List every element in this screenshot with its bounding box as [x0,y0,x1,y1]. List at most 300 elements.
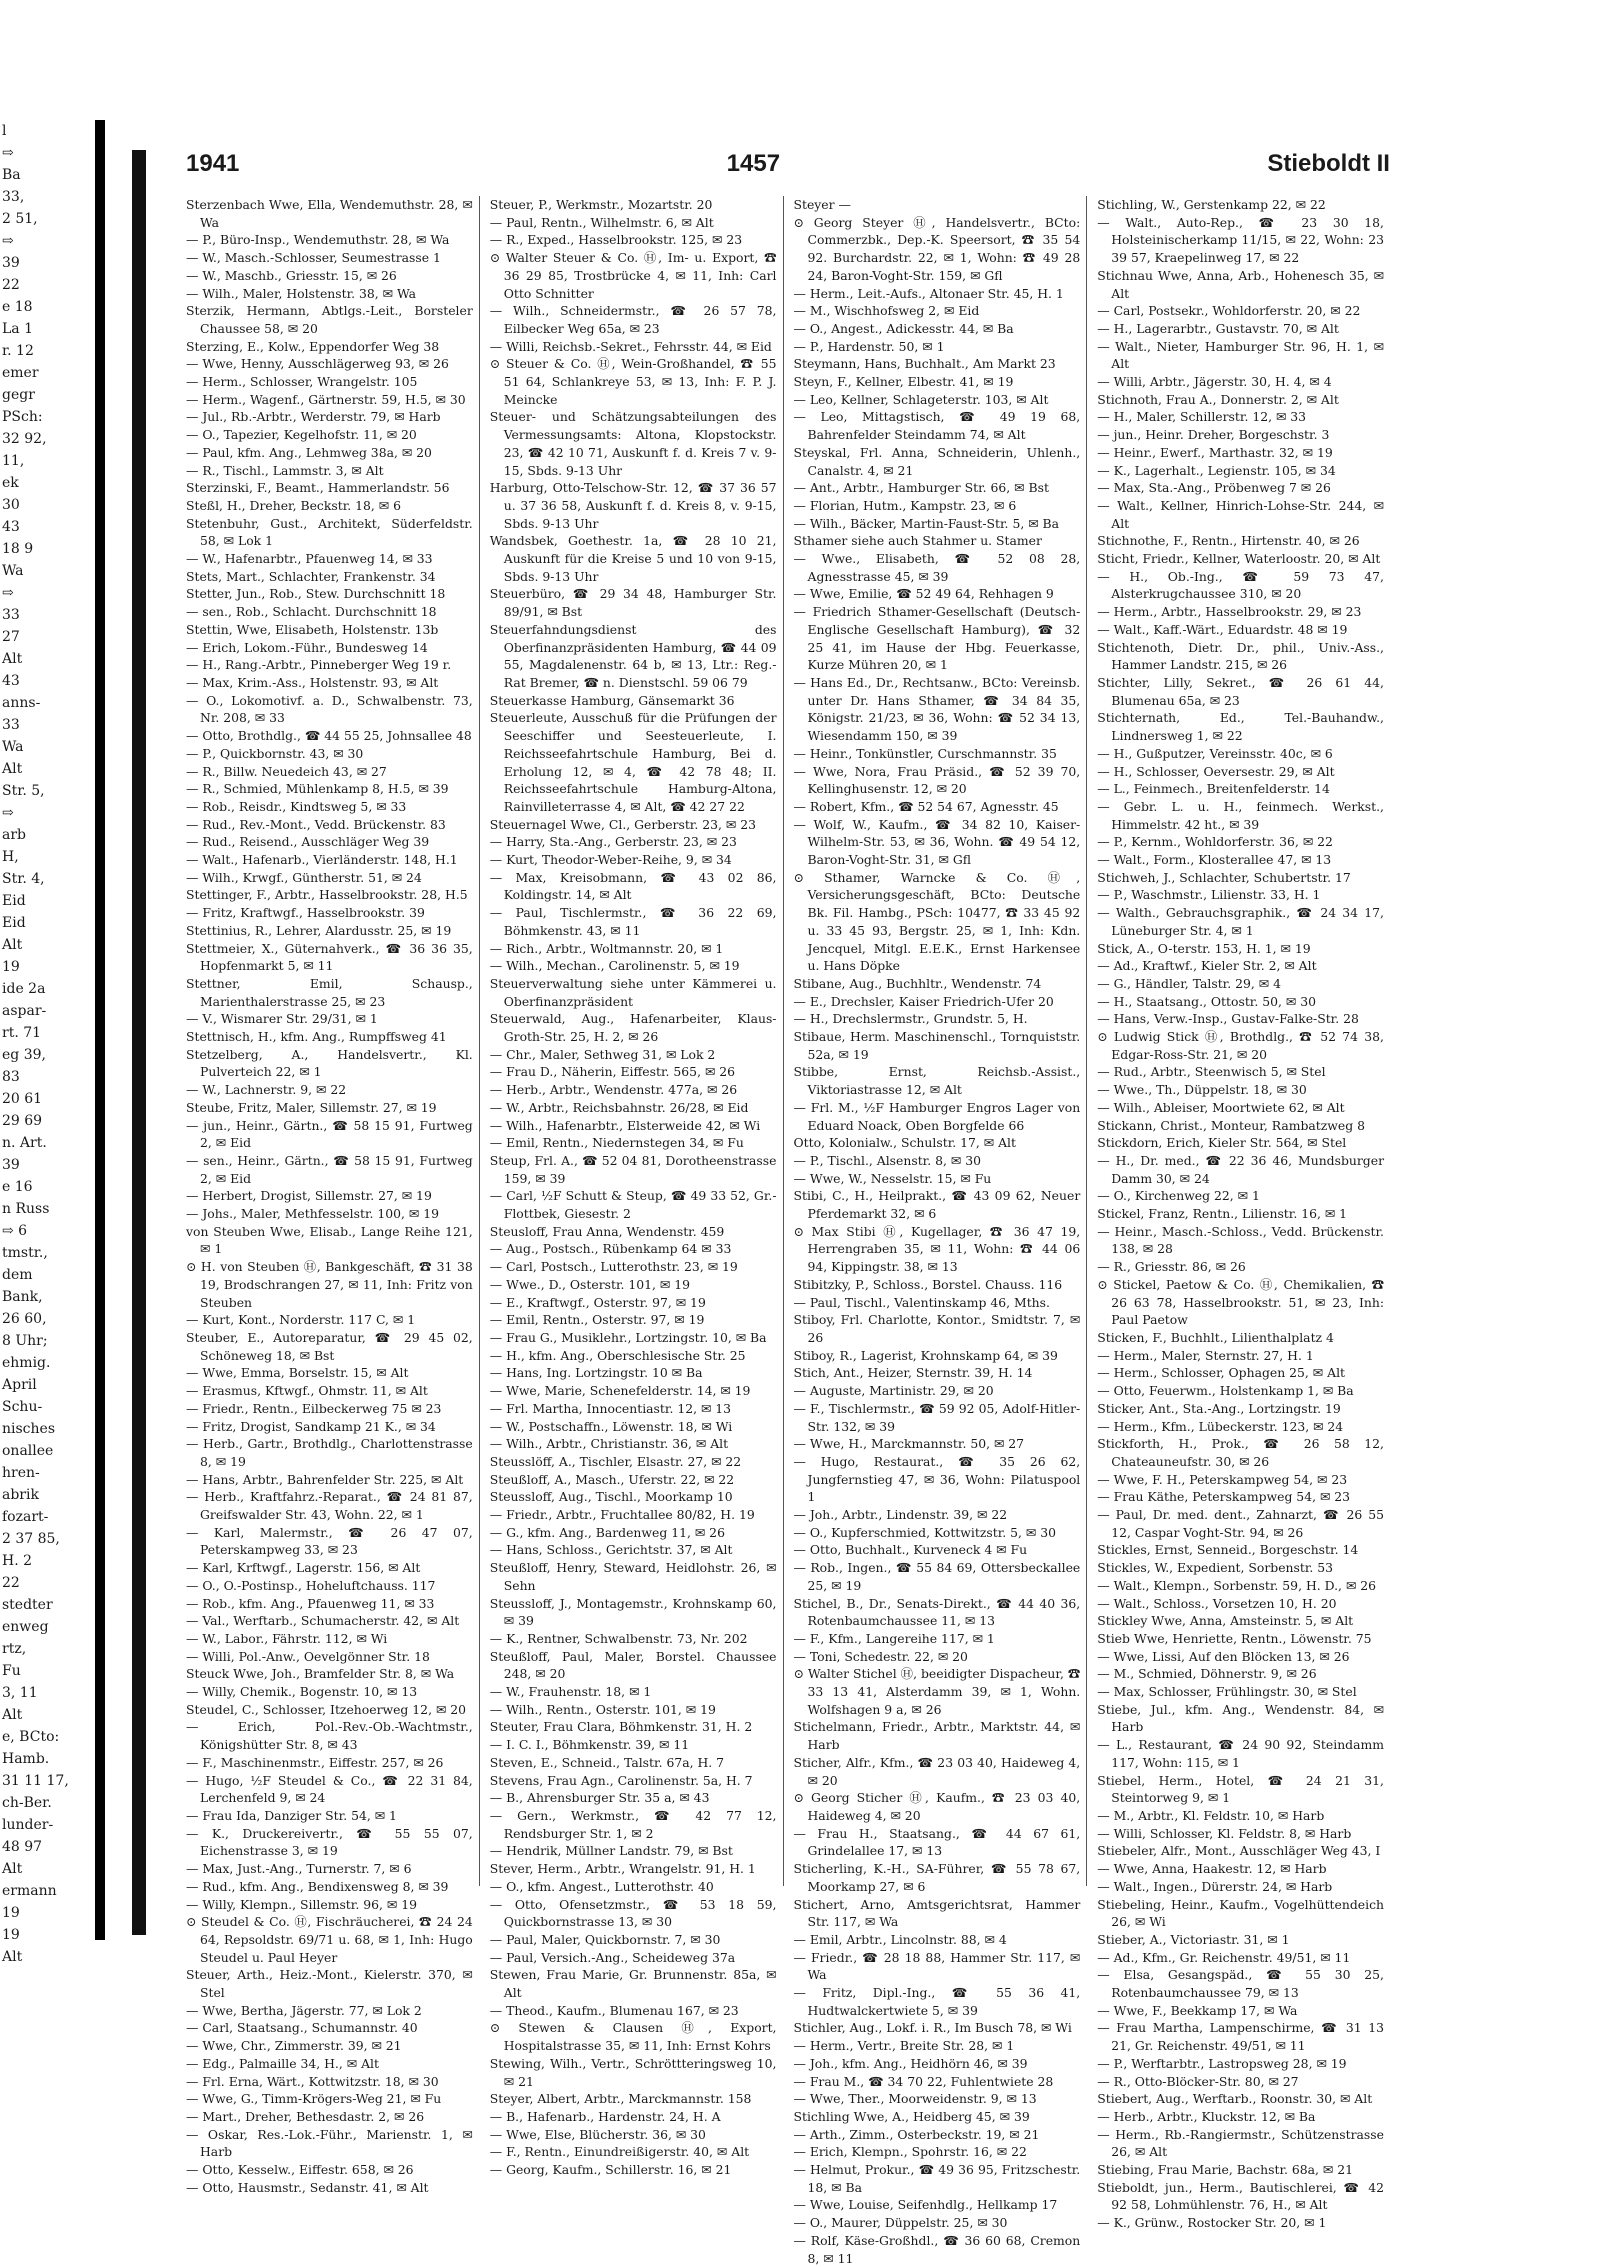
directory-entry: — P., Hardenstr. 50, ✉ 1 [793,338,945,354]
directory-entry: — Wilh., Rentn., Osterstr. 101, ✉ 19 [489,1701,716,1717]
directory-entry: — W., Arbtr., Reichsbahnstr. 26/28, ✉ Eid [489,1099,749,1115]
prev-page-fragment: rt. 71 [2,1025,42,1041]
directory-entry: — R., Griesstr. 86, ✉ 26 [1097,1259,1246,1275]
prev-page-fragment: ⇨ [2,585,14,601]
directory-entry: — K., Druckereivertr., ☎ 55 55 07, Eichenstrasse 3, ✉ 19 [186,1825,473,1859]
directory-entry: — Wwe, Chr., Zimmerstr. 39, ✉ 21 [186,2038,402,2054]
directory-entry: — Emil, Arbtr., Lincolnstr. 88, ✉ 4 [793,1931,1007,1947]
directory-entry: Stibbe, Ernst, Reichsb.-Assist., Viktoriastrasse 12, ✉ Alt [793,1064,1081,1098]
directory-entry: — sen., Heinr., Gärtn., ☎ 58 15 91, Furtweg 2, ✉ Eid [186,1152,473,1186]
prev-page-fragment: n. Art. [2,1135,47,1151]
directory-entry: Wandsbek, Goethestr. 1a, ☎ 28 10 21, Auskunft für die Kreise 5 und 10 von 9-15, Sbds. 9-13 Uhr [489,533,777,584]
directory-entry: — Wwe, Nora, Frau Präsid., ☎ 52 39 70, Kellinghusenstr. 12, ✉ 20 [793,763,1081,797]
directory-entry: Stiebing, Frau Marie, Bachstr. 68a, ✉ 21 [1097,2162,1353,2178]
directory-entry: — Harry, Sta.-Ang., Gerberstr. 23, ✉ 23 [489,834,737,850]
directory-entry: — Willi, Reichsb.-Sekret., Fehrsstr. 44, ✉ Eid [489,338,772,354]
directory-entry: Stichert, Arno, Amtsgerichtsrat, Hammer Str. 117, ✉ Wa [793,1896,1081,1930]
prev-page-fragment: emer [2,365,39,381]
directory-entry: — O., Tapezier, Kegelhofstr. 11, ✉ 20 [186,427,417,443]
directory-entry: — Wwe, H., Marckmannstr. 50, ✉ 27 [793,1436,1025,1452]
prev-page-fragment: eg 39, [2,1047,46,1063]
directory-entry: — Walt., Schloss., Vorsetzen 10, H. 20 [1097,1595,1337,1611]
directory-entry: — Kurt, Theodor-Weber-Reihe, 9, ✉ 34 [489,852,732,868]
directory-entry: — Rud., Reisend., Ausschläger Weg 39 [186,834,430,850]
prev-page-fragment: Ba [2,167,21,183]
directory-entry: — Fritz, Kraftwgf., Hasselbrookstr. 39 [186,905,425,921]
directory-entry: — Frl. Erna, Wärt., Kottwitzstr. 18, ✉ 30 [186,2073,439,2089]
directory-entry: — Ant., Arbtr., Hamburger Str. 66, ✉ Bst [793,480,1049,496]
directory-entry: — O., kfm. Angest., Lutterothstr. 40 [489,1878,714,1894]
directory-entry: Steuerleute, Ausschuß für die Prüfungen der Seeschiffer und Seesteuerleute, I. Reichsseefahrtschule Hamburg, Bei d. Erholung 12, ✉ 4, ☎ 42 78 48; II. Reichsseefahrtschule Hamburg-Altona, Rainvilleterrasse 4, ✉ Alt, ☎ 42 27 22 [489,710,777,814]
directory-entry: — Wwe, Louise, Seifenhdlg., Hellkamp 17 [793,2197,1058,2213]
directory-entry: Steven, E., Schneid., Talstr. 67a, H. 7 [489,1754,725,1770]
directory-entry: — Hans Ed., Dr., Rechtsanw., BCto: Vereinsb. unter Dr. Hans Sthamer, ☎ 34 84 35, Königstr. 21/23, ✉ 36, Wohn: ☎ 52 34 13, Wiesendamm 150, ✉ 39 [793,674,1081,744]
directory-entry: — Frau Ida, Danziger Str. 54, ✉ 1 [186,1807,397,1823]
directory-entry: — H., Staatsang., Ottostr. 50, ✉ 30 [1097,993,1316,1009]
directory-entry: — Johs., Maler, Methfesselstr. 100, ✉ 19 [186,1206,440,1222]
prev-page-fragment: 3, 11 [2,1685,38,1701]
directory-entry: — Herm., Vertr., Breite Str. 28, ✉ 1 [793,2038,1015,2054]
directory-entry: — P., Quickbornstr. 43, ✉ 30 [186,745,364,761]
directory-entry: — Herb., Arbtr., Kluckstr. 12, ✉ Ba [1097,2108,1316,2124]
column-2 [489,196,784,2178]
directory-entry: Stichling, W., Gerstenkamp 22, ✉ 22 [1097,197,1326,212]
directory-entry: — Toni, Schedestr. 22, ✉ 20 [793,1648,968,1664]
directory-entry: Stiebeling, Heinr., Kaufm., Vogelhüttendeich 26, ✉ Wi [1097,1896,1384,1930]
directory-entry: — Wwe, Emilie, ☎ 52 49 64, Rehhagen 9 [793,586,1054,602]
directory-entry: Stewing, Wilh., Vertr., Schröttteringsweg 10, ✉ 21 [489,2055,777,2089]
directory-entry: — Willi, Pol.-Anw., Oevelgönner Str. 18 [186,1648,430,1664]
directory-entry: — V., Wismarer Str. 29/31, ✉ 1 [186,1011,378,1027]
directory-entry: Stettmeier, X., Güternahverk., ☎ 36 36 35, Hopfenmarkt 5, ✉ 11 [186,940,473,974]
prev-page-fragment: 43 [2,519,20,535]
directory-entry: Stiboy, R., Lagerist, Krohnskamp 64, ✉ 39 [793,1347,1058,1363]
entry-columns [186,196,1390,2266]
directory-entry: — M., Schmied, Döhnerstr. 9, ✉ 26 [1097,1666,1317,1682]
directory-entry: — Erich, Klempn., Spohrstr. 16, ✉ 22 [793,2144,1027,2160]
directory-entry: Stichler, Aug., Lokf. i. R., Im Busch 78, ✉ Wi [793,2020,1072,2036]
directory-entry: Steuck Wwe, Joh., Bramfelder Str. 8, ✉ Wa [186,1666,455,1682]
prev-page-fragment: 22 [2,1575,20,1591]
directory-entry: Stickann, Christ., Monteur, Rambatzweg 8 [1097,1117,1365,1133]
directory-entry: — Herm., Arbtr., Hasselbrookstr. 29, ✉ 23 [1097,604,1362,620]
directory-entry: — W., Lachnerstr. 9, ✉ 22 [186,1082,347,1098]
directory-entry: — Herb., Gartr., Brothdlg., Charlottenstrasse 8, ✉ 19 [186,1436,473,1469]
directory-entry: ⊙ H. von Steuben Ⓗ, Bankgeschäft, ☎ 31 38 19, Brodschrangen 27, ✉ 11, Inh: Fritz von Steuben [186,1259,473,1310]
directory-entry: — Helmut, Prokur., ☎ 49 36 95, Fritzschestr. 18, ✉ Ba [793,2162,1081,2195]
directory-entry: Stettnisch, H., kfm. Ang., Rumpffsweg 41 [186,1029,447,1045]
directory-entry: — Friedr., ☎ 28 18 88, Hammer Str. 117, ✉ Wa [793,1949,1081,1983]
directory-entry: — F., Rentn., Einundreißigerstr. 40, ✉ Alt [489,2144,750,2160]
directory-entry: — Herm., Schlosser, Wrangelstr. 105 [186,374,418,390]
directory-entry: — Herm., Rb.-Rangiermstr., Schützenstrasse 26, ✉ Alt [1097,2126,1384,2160]
directory-entry: — Paul, Versich.-Ang., Scheideweg 37a [489,1949,736,1965]
directory-entry: — Otto, Feuerwm., Holstenkamp 1, ✉ Ba [1097,1383,1354,1399]
prev-page-fragment: ermann [2,1883,57,1899]
directory-entry: ⊙ Steudel & Co. Ⓗ, Fischräucherei, ☎ 24 24 64, Repsoldstr. 69/71 u. 68, ✉ 1, Inh: Hugo Steudel u. Paul Heyer [186,1914,473,1965]
directory-entry: — W., Postschaffn., Löwenstr. 18, ✉ Wi [489,1418,733,1434]
prev-page-fragment: 39 [2,255,20,271]
directory-entry: ⊙ Stewen & Clausen Ⓗ, Export, Hospitalstrasse 35, ✉ 11, Inh: Ernst Kohrs [489,2020,777,2054]
prev-page-fragment: Alt [2,1707,23,1723]
directory-entry: — P., Tischl., Alsenstr. 8, ✉ 30 [793,1152,981,1168]
prev-page-fragment: Wa [2,739,24,755]
directory-entry: Stichling Wwe, A., Heidberg 45, ✉ 39 [793,2108,1030,2124]
directory-entry: — Walt., Kellner, Hinrich-Lohse-Str. 244, ✉ Alt [1097,497,1384,531]
directory-entry: — Paul, Maler, Quickbornstr. 7, ✉ 30 [489,1931,721,1947]
directory-entry: Steuerfahndungsdienst des Oberfinanzpräsidenten Hamburg, ☎ 44 09 55, Magdalenenstr. 64 b, ✉ 13, Ltr.: Reg.-Rat Bremer, ☎ n. Dienstschl. 59 06 79 [489,621,777,690]
directory-entry: ⊙ Stickel, Paetow & Co. Ⓗ, Chemikalien, ☎ 26 63 78, Hasselbrookstr. 51, ✉ 23, Inh: Paul Paetow [1097,1276,1384,1328]
directory-entry: Sthamer siehe auch Stahmer u. Stamer [793,533,1042,549]
directory-entry: — Erich, Lokom.-Führ., Bundesweg 14 [186,639,428,655]
directory-entry: — Carl, ½F Schutt & Steup, ☎ 49 33 52, Gr.-Flottbek, Giesestr. 2 [489,1188,777,1222]
directory-entry: — Arth., Zimm., Osterbeckstr. 19, ✉ 21 [793,2126,1040,2142]
directory-entry: Otto, Kolonialw., Schulstr. 17, ✉ Alt [793,1135,1016,1151]
directory-entry: — H., Drechslermstr., Grundstr. 5, H. [793,1011,1028,1027]
directory-entry: — L., Feinmech., Breitenfelderstr. 14 [1097,781,1330,797]
directory-entry: Stichtenoth, Dietr. Dr., phil., Univ.-Ass., Hammer Landstr. 215, ✉ 26 [1097,639,1384,673]
directory-entry: ⊙ Max Stibi Ⓗ, Kugellager, ☎ 36 47 19, Herrengraben 35, ✉ 11, Wohn: ☎ 44 06 94, Kippingstr. 38, ✉ 13 [793,1223,1081,1275]
directory-entry: Sticher, Alfr., Kfm., ☎ 23 03 40, Haideweg 4, ✉ 20 [793,1754,1081,1788]
directory-entry: — Max, Kreisobmann, ☎ 43 02 86, Koldingstr. 14, ✉ Alt [489,869,777,903]
directory-entry: — Willy, Chemik., Bogenstr. 10, ✉ 13 [186,1684,418,1700]
prev-page-fragment: 29 69 [2,1113,43,1129]
prev-page-fragment: 2 51, [2,211,38,227]
prev-page-fragment: onallee [2,1443,54,1459]
prev-page-fragment: ⇨ 6 [2,1223,28,1239]
directory-entry: Harburg, Otto-Telschow-Str. 12, ☎ 37 36 57 u. 37 36 58, Auskunft f. d. Kreis 8, v. 9-15, Sbds. 9-13 Uhr [489,480,777,531]
prev-page-fragment: ek [2,475,19,491]
directory-entry: — Hugo, ½F Steudel & Co., ☎ 22 31 84, Lerchenfeld 9, ✉ 24 [186,1772,473,1806]
directory-entry: — Chr., Maler, Sethweg 31, ✉ Lok 2 [489,1046,716,1062]
prev-page-fragment: e 18 [2,299,33,315]
directory-entry: — I. C. I., Böhmkenstr. 39, ✉ 11 [489,1737,690,1753]
prev-page-fragment: dem [2,1267,33,1283]
prev-page-fragment: anns- [2,695,41,711]
prev-page-fragment: H, [2,849,19,865]
directory-entry: — Frau M., ☎ 34 70 22, Fuhlentwiete 28 [793,2073,1054,2089]
directory-entry: — Willi, Schlosser, Kl. Feldstr. 8, ✉ Harb [1097,1825,1352,1841]
directory-entry: — jun., Heinr. Dreher, Borgeschstr. 3 [1097,427,1330,443]
prev-page-fragment: 33 [2,607,20,623]
directory-entry: Stich, Ant., Heizer, Sternstr. 39, H. 14 [793,1365,1033,1381]
directory-entry: — K., Lagerhalt., Legienstr. 105, ✉ 34 [1097,462,1336,478]
directory-entry: — Hans, Arbtr., Bahrenfelder Str. 225, ✉ Alt [186,1471,464,1487]
directory-entry: — P., Kernm., Wohldorferstr. 36, ✉ 22 [1097,834,1333,850]
directory-entry: — G., kfm. Ang., Bardenweg 11, ✉ 26 [489,1524,725,1540]
directory-entry: — Aug., Postsch., Rübenkamp 64 ✉ 33 [489,1241,732,1257]
directory-entry: Sticken, F., Buchhlt., Lilienthalplatz 4 [1097,1330,1334,1345]
directory-entry: Stibane, Aug., Buchhltr., Wendenstr. 74 [793,975,1042,991]
directory-entry: — Otto, Brothdlg., ☎ 44 55 25, Johnsallee 48 [186,728,472,744]
directory-entry: Stettner, Emil, Schausp., Marienthalerstrasse 25, ✉ 23 [186,975,473,1009]
directory-entry: — Wwe, Emma, Borselstr. 15, ✉ Alt [186,1365,409,1381]
directory-entry: — Wilh., Mechan., Carolinenstr. 5, ✉ 19 [489,958,740,974]
directory-entry: — Val., Werftarb., Schumacherstr. 42, ✉ Alt [186,1613,460,1629]
directory-entry: von Steuben Wwe, Elisab., Lange Reihe 121, ✉ 1 [186,1223,473,1257]
prev-page-fragment: e 16 [2,1179,33,1195]
prev-page-fragment: Alt [2,761,23,777]
directory-entry: — Wwe, F., Beekkamp 17, ✉ Wa [1097,2002,1298,2018]
directory-entry: Steußloff, Paul, Maler, Borstel. Chaussee 248, ✉ 20 [489,1648,777,1682]
directory-entry: — Heinr., Ewerf., Marthastr. 32, ✉ 19 [1097,444,1333,460]
directory-entry: Sterzenbach Wwe, Ella, Wendemuthstr. 28, ✉ Wa [186,197,473,230]
prev-page-fragment: 43 [2,673,20,689]
directory-entry: — Hendrik, Müllner Landstr. 79, ✉ Bst [489,1843,733,1859]
directory-entry: — Joh., kfm. Ang., Heidhörn 46, ✉ 39 [793,2055,1028,2071]
directory-entry: — L., Restaurant, ☎ 24 90 92, Steindamm 117, Wohn: 115, ✉ 1 [1097,1737,1384,1770]
prev-page-fragment: 11, [2,453,25,469]
directory-entry: — Herm., Kfm., Lübeckerstr. 123, ✉ 24 [1097,1418,1344,1434]
directory-entry: — M., Arbtr., Kl. Feldstr. 10, ✉ Harb [1097,1807,1325,1823]
directory-entry: — Fritz, Dipl.-Ing., ☎ 55 36 41, Hudtwalckertwiete 5, ✉ 39 [793,1985,1081,2018]
prev-page-fragment: gegr [2,387,35,403]
directory-entry: Stetter, Jun., Rob., Stew. Durchschnitt 18 [186,586,446,602]
directory-entry: — Max, Just.-Ang., Turnerstr. 7, ✉ 6 [186,1861,412,1877]
directory-entry: — Walt., Hafenarb., Vierländerstr. 148, H.1 [186,852,458,868]
page-number: 1457 [726,150,781,177]
directory-entry: Stetenbuhr, Gust., Architekt, Süderfeldstr. 58, ✉ Lok 1 [186,515,473,549]
prev-page-fragment: April [2,1377,37,1393]
prev-page-fragment: hren- [2,1465,40,1481]
directory-entry: Stichel, B., Dr., Senats-Direkt., ☎ 44 40 36, Rotenbaumchaussee 11, ✉ 13 [793,1595,1081,1629]
directory-entry: — jun., Heinr., Gärtn., ☎ 58 15 91, Furtweg 2, ✉ Eid [186,1117,473,1151]
directory-entry: — Rob., kfm. Ang., Pfauenweg 11, ✉ 33 [186,1595,435,1611]
directory-entry: Sterzing, E., Kolw., Eppendorfer Weg 38 [186,338,440,354]
directory-entry: — Hans, Verw.-Insp., Gustav-Falke-Str. 28 [1097,1011,1359,1027]
directory-entry: — Mart., Dreher, Bethesdastr. 2, ✉ 26 [186,2108,425,2124]
directory-entry: — Wwe, W., Nesselstr. 15, ✉ Fu [793,1170,992,1186]
directory-entry: ⊙ Steuer & Co. Ⓗ, Wein-Großhandel, ☎ 55 51 64, Schlankreye 53, ✉ 13, Inh: F. P. J. Meincke [489,356,777,407]
directory-entry: — Wwe, Lissi, Auf den Blöcken 13, ✉ 26 [1097,1648,1350,1664]
directory-entry: — Wwe., D., Osterstr. 101, ✉ 19 [489,1276,691,1292]
directory-entry: Steymann, Hans, Buchhalt., Am Markt 23 [793,356,1056,372]
prev-page-fragment: 18 9 [2,541,34,557]
directory-entry: — Karl, Malermstr., ☎ 26 47 07, Peterskampweg 33, ✉ 23 [186,1524,473,1558]
directory-entry: — Herb., Arbtr., Wendenstr. 477a, ✉ 26 [489,1082,738,1098]
directory-entry: Steuer, P., Werkmstr., Mozartstr. 20 [489,197,713,212]
directory-entry: — Herm., Schlosser, Ophagen 25, ✉ Alt [1097,1365,1346,1381]
prev-page-fragment: Eid [2,893,26,909]
directory-entry: — Erasmus, Kftwgf., Ohmstr. 11, ✉ Alt [186,1383,428,1399]
directory-entry: Stevens, Frau Agn., Carolinenstr. 5a, H. 7 [489,1772,753,1788]
directory-entry: — Gebr. L. u. H., feinmech. Werkst., Himmelstr. 42 ht., ✉ 39 [1097,798,1384,832]
directory-entry: — P., Büro-Insp., Wendemuthstr. 28, ✉ Wa [186,232,450,248]
directory-entry: Steuerwald, Aug., Hafenarbeiter, Klaus-Groth-Str. 25, H. 2, ✉ 26 [489,1011,777,1045]
directory-entry: Sticherling, K.-H., SA-Führer, ☎ 55 78 67, Moorkamp 27, ✉ 6 [793,1861,1081,1894]
directory-entry: Steyskal, Frl. Anna, Schneiderin, Uhlenh., Canalstr. 4, ✉ 21 [793,444,1081,478]
directory-entry: — Emil, Rentn., Niedernstegen 34, ✉ Fu [489,1135,744,1151]
directory-entry: Steuber, E., Autoreparatur, ☎ 29 45 02, Schöneweg 18, ✉ Bst [186,1330,473,1363]
directory-entry: Steup, Frl. A., ☎ 52 04 81, Dorotheenstrasse 159, ✉ 39 [489,1152,777,1186]
prev-page-fragment: 32 92, [2,431,47,447]
directory-entry: — Emil, Rentn., Osterstr. 97, ✉ 19 [489,1312,705,1328]
directory-entry: — Paul, kfm. Ang., Lehmweg 38a, ✉ 20 [186,444,432,460]
directory-entry: — Wilh., Krwgf., Güntherstr. 51, ✉ 24 [186,869,422,885]
directory-entry: — B., Ahrensburger Str. 35 a, ✉ 43 [489,1790,710,1806]
prev-page-fragment: ⇨ [2,233,14,249]
directory-entry: — H., kfm. Ang., Oberschlesische Str. 25 [489,1347,746,1363]
directory-entry: Steussloff, Aug., Tischl., Moorkamp 10 [489,1489,733,1505]
directory-entry: — Herb., Kraftfahrz.-Reparat., ☎ 24 81 87, Greifswalder Str. 43, Wohn. 22, ✉ 1 [186,1489,473,1523]
directory-entry: Stichweh, J., Schlachter, Schubertstr. 17 [1097,869,1351,885]
prev-page-fragment: Wa [2,563,24,579]
directory-entry: — K., Grünw., Rostocker Str. 20, ✉ 1 [1097,2215,1327,2231]
prev-page-fragment: rtz, [2,1641,27,1657]
directory-entry: — Paul, Rentn., Wilhelmstr. 6, ✉ Alt [489,214,714,230]
prev-page-fragment: 19 [2,959,20,975]
prev-page-fragment: Str. 4, [2,871,45,887]
directory-entry: — Wolf, W., Kaufm., ☎ 34 82 10, Kaiser-Wilhelm-Str. 53, ✉ 36, Wohn. ☎ 49 54 12, Baron-Voght-Str. 31, ✉ Gfl [793,816,1081,868]
prev-page-fragment: nisches [2,1421,56,1437]
directory-entry: — Theod., Kaufm., Blumenau 167, ✉ 23 [489,2002,739,2018]
directory-entry: Stever, Herm., Arbtr., Wrangelstr. 91, H. 1 [489,1861,756,1877]
directory-entry: Stibaue, Herm. Maschinenschl., Tornquiststr. 52a, ✉ 19 [793,1029,1081,1062]
directory-entry: Steusslöff, A., Tischler, Elsastr. 27, ✉ 22 [489,1453,742,1469]
directory-entry: — Karl, Krftwgf., Lagerstr. 156, ✉ Alt [186,1560,421,1576]
directory-entry: Stettinius, R., Lehrer, Alardusstr. 25, ✉ 19 [186,922,452,938]
directory-entry: — Friedr., Rentn., Eilbeckerweg 75 ✉ 23 [186,1400,442,1416]
directory-entry: — Willi, Arbtr., Jägerstr. 30, H. 4, ✉ 4 [1097,374,1332,390]
directory-entry: — Frau D., Näherin, Eiffestr. 565, ✉ 26 [489,1064,736,1080]
directory-entry: Stichnoth, Frau A., Donnerstr. 2, ✉ Alt [1097,391,1339,407]
directory-entry: — Kurt, Kont., Norderstr. 117 C, ✉ 1 [186,1312,416,1328]
directory-entry: — Wwe, Marie, Schenefelderstr. 14, ✉ 19 [489,1383,751,1399]
prev-page-fragment: ⇨ [2,805,14,821]
directory-entry: — Hugo, Restaurat., ☎ 35 26 62, Jungfernstieg 47, ✉ 36, Wohn: Pilatuspool 1 [793,1453,1081,1505]
prev-page-fragment: Fu [2,1663,21,1679]
directory-entry: ⊙ Ludwig Stick Ⓗ, Brothdlg., ☎ 52 74 38, Edgar-Ross-Str. 21, ✉ 20 [1097,1029,1384,1062]
directory-entry: — Frau H., Staatsang., ☎ 44 67 61, Grindelallee 17, ✉ 13 [793,1825,1081,1859]
directory-entry: — E., Drechsler, Kaiser Friedrich-Ufer 20 [793,993,1054,1009]
directory-entry: — Wwe, Anna, Haakestr. 12, ✉ Harb [1097,1861,1327,1877]
directory-entry: — Wwe, Bertha, Jägerstr. 77, ✉ Lok 2 [186,2002,422,2018]
directory-entry: Stieber, A., Victoriastr. 31, ✉ 1 [1097,1931,1290,1947]
prev-page-fragment: 19 [2,1905,20,1921]
directory-entry: Sticht, Friedr., Kellner, Waterloostr. 20, ✉ Alt [1097,551,1381,567]
directory-entry: Steuter, Frau Clara, Böhmkenstr. 31, H. 2 [489,1719,753,1735]
directory-entry: — H., Dr. med., ☎ 22 36 46, Mundsburger Damm 30, ✉ 24 [1097,1152,1384,1186]
prev-page-fragment: Alt [2,1949,23,1965]
prev-page-fragment: 83 [2,1069,20,1085]
directory-entry: Stiboy, Frl. Charlotte, Kontor., Smidtstr. 7, ✉ 26 [793,1312,1081,1345]
prev-page-fragment: 20 61 [2,1091,43,1107]
directory-entry: ⊙ Georg Steyer Ⓗ, Handelsvertr., BCto: Commerzbk., Dep.-K. Speersort, ☎ 35 54 92. Burchardstr. 22, ✉ 1, Wohn: ☎ 49 28 24, Baron-Voght-Str. 159, ✉ Gfl [793,214,1081,283]
directory-entry: Stettin, Wwe, Elisabeth, Holstenstr. 13b [186,621,439,637]
directory-entry: Stichnothe, F., Rentn., Hirtenstr. 40, ✉ 26 [1097,533,1360,549]
directory-entry: — W., Hafenarbtr., Pfauenweg 14, ✉ 33 [186,551,433,567]
prev-page-fragment: ide 2a [2,981,46,997]
directory-entry: Stewen, Frau Marie, Gr. Brunnenstr. 85a, ✉ Alt [489,1967,777,2001]
directory-entry: Stichter, Lilly, Sekret., ☎ 26 61 44, Blumenau 65a, ✉ 23 [1097,674,1384,708]
directory-entry: Steuernagel Wwe, Cl., Gerberstr. 23, ✉ 23 [489,816,756,832]
prev-page-fragment: ehmig. [2,1355,51,1371]
directory-entry: — Rich., Arbtr., Woltmannstr. 20, ✉ 1 [489,940,724,956]
prev-page-fragment: Hamb. [2,1751,50,1767]
directory-entry: Steuerverwaltung siehe unter Kämmerei u. Oberfinanzpräsident [489,975,777,1009]
prev-page-fragment: Alt [2,937,23,953]
column-1 [186,196,480,2195]
prev-page-fragment: Str. 5, [2,783,45,799]
directory-entry: — H., Maler, Schillerstr. 12, ✉ 33 [1097,409,1307,425]
directory-entry: — Heinr., Masch.-Schloss., Vedd. Brückenstr. 138, ✉ 28 [1097,1223,1384,1257]
directory-entry: Stieboldt, jun., Herm., Bautischlerei, ☎ 42 92 58, Lohmühlenstr. 76, H., ✉ Alt [1097,2179,1384,2213]
directory-entry: Steyn, F., Kellner, Elbestr. 41, ✉ 19 [793,374,1014,390]
column-4 [1097,196,1390,2231]
directory-entry: — Wwe., Elisabeth, ☎ 52 08 28, Agnesstrasse 45, ✉ 39 [793,551,1081,584]
directory-entry: — Edg., Palmaille 34, H., ✉ Alt [186,2055,379,2071]
directory-entry: — W., Frauhenstr. 18, ✉ 1 [489,1684,652,1700]
directory-entry: — Jul., Rb.-Arbtr., Werderstr. 79, ✉ Harb [186,409,441,425]
previous-page-edge [0,120,105,1965]
directory-entry: — W., Maschb., Griesstr. 15, ✉ 26 [186,267,397,283]
running-keyword: Stieboldt II [1267,150,1390,177]
directory-entry: — Max, Schlosser, Frühlingstr. 30, ✉ Stel [1097,1684,1357,1700]
directory-entry: — R., Schmied, Mühlenkamp 8, H.5, ✉ 39 [186,781,449,797]
directory-entry: Stickforth, H., Prok., ☎ 26 58 12, Chateauneufstr. 30, ✉ 26 [1097,1436,1384,1469]
prev-page-fragment: 33 [2,717,20,733]
directory-entry: — Walth., Gebrauchsgraphik., ☎ 24 34 17, Lüneburger Str. 4, ✉ 1 [1097,905,1384,938]
prev-page-fragment: Bank, [2,1289,43,1305]
directory-entry: ⊙ Walter Steuer & Co. Ⓗ, Im- u. Export, ☎ 36 29 85, Trostbrücke 4, ✉ 11, Inh: Carl Otto Schnitter [489,250,777,301]
directory-entry: — Gern., Werkmstr., ☎ 42 77 12, Rendsburger Str. 1, ✉ 2 [489,1807,777,1841]
directory-entry: — Joh., Arbtr., Lindenstr. 39, ✉ 22 [793,1507,1008,1523]
directory-entry: Steusloff, Frau Anna, Wendenstr. 459 [489,1223,725,1239]
directory-entry: Stettinger, F., Arbtr., Hasselbrookstr. 28, H.5 [186,887,468,903]
directory-entry: — Otto, Buchhalt., Kurveneck 4 ✉ Fu [793,1542,1028,1558]
prev-page-fragment: e, BCto: [2,1729,60,1745]
prev-page-fragment: 2 37 85, [2,1531,60,1547]
directory-entry: Stickley Wwe, Anna, Amsteinstr. 5, ✉ Alt [1097,1613,1354,1629]
prev-page-fragment: aspar- [2,1003,47,1019]
directory-entry: — H., Lagerarbtr., Gustavstr. 70, ✉ Alt [1097,320,1339,336]
directory-entry: — Max, Sta.-Ang., Pröbenweg 7 ✉ 26 [1097,480,1331,496]
prev-page-fragment: 30 [2,497,20,513]
prev-page-fragment: Alt [2,1861,23,1877]
directory-entry: ⊙ Walter Stichel Ⓗ, beeidigter Dispacheur, ☎ 33 13 41, Alsterdamm 39, ✉ 1, Wohn. Wolfshagen 9 a, ✉ 26 [793,1666,1081,1717]
directory-entry: Steube, Fritz, Maler, Sillemstr. 27, ✉ 19 [186,1099,437,1115]
directory-entry: — R., Exped., Hasselbrookstr. 125, ✉ 23 [489,232,743,248]
directory-entry: — O., Lokomotivf. a. D., Schwalbenstr. 73, Nr. 208, ✉ 33 [186,692,473,726]
directory-entry: — Wilh., Bäcker, Martin-Faust-Str. 5, ✉ Ba [793,515,1060,531]
directory-entry: Stets, Mart., Schlachter, Frankenstr. 34 [186,568,436,584]
directory-entry: — Erich, Pol.-Rev.-Ob.-Wachtmstr., Königshütter Str. 8, ✉ 43 [186,1719,473,1753]
directory-entry: — E., Kraftwgf., Osterstr. 97, ✉ 19 [489,1294,706,1310]
directory-entry: — Herm., Wagenf., Gärtnerstr. 59, H.5, ✉ 30 [186,391,466,407]
directory-entry: — K., Rentner, Schwalbenstr. 73, Nr. 202 [489,1630,748,1646]
prev-page-fragment: PSch: [2,409,43,425]
directory-entry: Steudel, C., Schlosser, Itzehoerweg 12, ✉ 20 [186,1701,467,1717]
directory-entry: — Wilh., Maler, Holstenstr. 38, ✉ Wa [186,285,417,301]
prev-page-fragment: 8 Uhr; [2,1333,48,1349]
directory-entry: — Herm., Maler, Sternstr. 27, H. 1 [1097,1347,1314,1363]
directory-entry: — Rob., Ingen., ☎ 55 84 69, Ottersbeckallee 25, ✉ 19 [793,1560,1081,1593]
directory-entry: — Heinr., Tonkünstler, Curschmannstr. 35 [793,745,1057,761]
directory-entry: — G., Händler, Talstr. 29, ✉ 4 [1097,975,1281,991]
directory-entry: — Wwe, G., Timm-Krögers-Weg 21, ✉ Fu [186,2091,442,2107]
directory-entry: — F., Tischlermstr., ☎ 59 92 05, Adolf-Hitler-Str. 132, ✉ 39 [793,1400,1081,1434]
directory-entry: Stiebeler, Alfr., Mont., Ausschläger Weg 43, I [1097,1843,1381,1859]
directory-entry: Steußloff, A., Masch., Uferstr. 22, ✉ 22 [489,1471,735,1487]
directory-entry: Stickdorn, Erich, Kieler Str. 564, ✉ Stel [1097,1135,1347,1151]
directory-entry: Stichternath, Ed., Tel.-Bauhandw., Lindnersweg 1, ✉ 22 [1097,710,1384,744]
prev-page-fragment: tmstr., [2,1245,48,1261]
directory-entry: ⊙ Sthamer, Warncke & Co. Ⓗ, Versicherungsgeschäft, BCto: Deutsche Bk. Fil. Hambg., PSch: 10477, ☎ 33 45 92 u. 33 45 93, Bergstr. 25, ✉ 1, Inh: Kdn. Jencquel, Mitgl. E.E.K., Ernst Harkensee u. Hans Döpke [793,869,1081,974]
directory-entry: — Walt., Kaff.-Wärt., Eduardstr. 48 ✉ 19 [1097,621,1348,637]
directory-entry: Steuer- und Schätzungsabteilungen des Vermessungsamts: Altona, Klopstockstr. 23, ☎ 42 10 71, Auskunft f. d. Kreis 7 v. 9-15, Sbds. 9-13 Uhr [489,409,777,478]
directory-entry: — Carl, Staatsang., Schumannstr. 40 [186,2020,418,2036]
directory-entry: — Frau G., Musiklehr., Lortzingstr. 10, ✉ Ba [489,1330,767,1345]
